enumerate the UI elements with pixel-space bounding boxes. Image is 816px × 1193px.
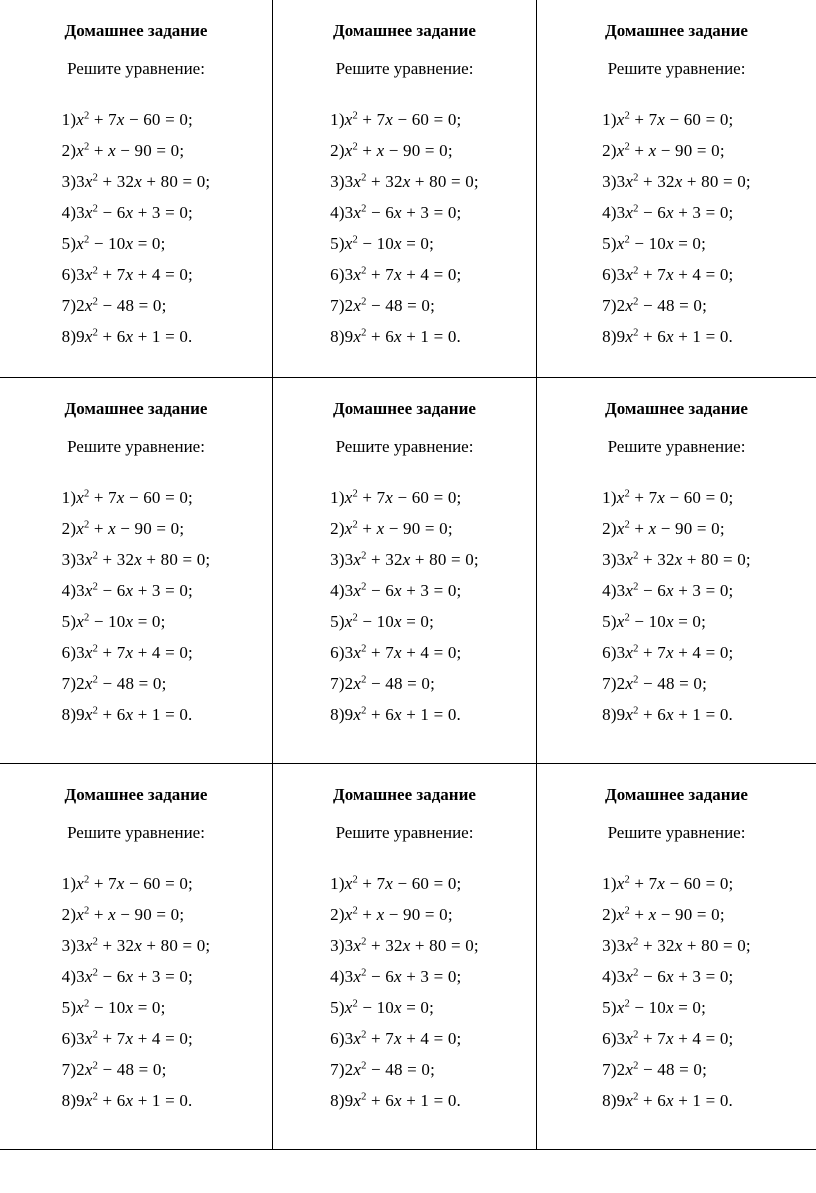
equation-line: $7)2x^2 - 48 = 0$; [61, 674, 167, 693]
equation-line: $6)3x^2 + 7x + 4 = 0$; [602, 643, 734, 662]
equation-line: $7)2x^2 - 48 = 0$; [602, 674, 708, 693]
equation-list [602, 482, 751, 730]
equation-line: $8)9x^2 + 6x + 1 = 0$. [330, 1091, 461, 1110]
equation-line: $5)x^2 - 10x = 0$; [330, 612, 435, 631]
equation-line: $2)x^2 + x - 90 = 0$; [602, 905, 725, 924]
card-title: Домашнее задание [333, 399, 476, 418]
homework-card [0, 0, 272, 378]
equation-line: $3)3x^2 + 32x + 80 = 0$; [330, 936, 479, 955]
equation-line: $4)3x^2 - 6x + 3 = 0$; [330, 967, 462, 986]
equation-line: $1)x^2 + 7x - 60 = 0$; [61, 874, 193, 893]
homework-card [272, 378, 536, 764]
equation-line: $7)2x^2 - 48 = 0$; [330, 1060, 436, 1079]
equation-line: $4)3x^2 - 6x + 3 = 0$; [61, 967, 193, 986]
equation-line: $8)9x^2 + 6x + 1 = 0$. [330, 327, 461, 346]
equation-line: $6)3x^2 + 7x + 4 = 0$; [61, 643, 193, 662]
equation-line: $8)9x^2 + 6x + 1 = 0$. [61, 1091, 193, 1110]
equation-line: $5)x^2 - 10x = 0$; [61, 234, 166, 253]
equation-line: $8)9x^2 + 6x + 1 = 0$. [602, 1091, 733, 1110]
equation-list [330, 482, 479, 730]
card-subtitle: Решите уравнение: [335, 823, 474, 842]
equation-line: $2)x^2 + x - 90 = 0$; [602, 519, 725, 538]
card-title: Домашнее задание [605, 21, 748, 40]
card-subtitle: Решите уравнение: [607, 823, 746, 842]
equation-line: $5)x^2 - 10x = 0$; [602, 998, 707, 1017]
equation-line: $4)3x^2 - 6x + 3 = 0$; [602, 581, 734, 600]
equation-line: $7)2x^2 - 48 = 0$; [602, 1060, 708, 1079]
equation-line: $5)x^2 - 10x = 0$; [602, 612, 707, 631]
equation-line: $3)3x^2 + 32x + 80 = 0$; [61, 550, 211, 569]
equation-line: $2)x^2 + x - 90 = 0$; [61, 905, 185, 924]
equation-line: $6)3x^2 + 7x + 4 = 0$; [330, 265, 462, 284]
equation-line: $3)3x^2 + 32x + 80 = 0$; [602, 936, 751, 955]
homework-card [0, 378, 272, 764]
card-title: Домашнее задание [333, 21, 476, 40]
equation-line: $5)x^2 - 10x = 0$; [330, 234, 435, 253]
equation-line: $4)3x^2 - 6x + 3 = 0$; [602, 203, 734, 222]
card-subtitle: Решите уравнение: [67, 437, 205, 456]
equation-line: $5)x^2 - 10x = 0$; [602, 234, 707, 253]
homework-card [536, 0, 816, 378]
equation-line: $1)x^2 + 7x - 60 = 0$; [602, 110, 734, 129]
equation-line: $6)3x^2 + 7x + 4 = 0$; [330, 643, 462, 662]
equation-line: $2)x^2 + x - 90 = 0$; [330, 519, 453, 538]
card-title: Домашнее задание [64, 399, 208, 418]
equation-list [330, 104, 479, 352]
equation-line: $1)x^2 + 7x - 60 = 0$; [602, 874, 734, 893]
card-title: Домашнее задание [64, 785, 208, 804]
card-title: Домашнее задание [64, 21, 208, 40]
equation-line: $8)9x^2 + 6x + 1 = 0$. [330, 705, 461, 724]
equation-line: $4)3x^2 - 6x + 3 = 0$; [61, 203, 193, 222]
equation-list [602, 104, 751, 352]
equation-list [62, 104, 211, 352]
equation-line: $3)3x^2 + 32x + 80 = 0$; [61, 936, 211, 955]
homework-card [272, 764, 536, 1150]
equation-line: $3)3x^2 + 32x + 80 = 0$; [602, 172, 751, 191]
homework-card [536, 378, 816, 764]
equation-line: $7)2x^2 - 48 = 0$; [61, 1060, 167, 1079]
equation-line: $2)x^2 + x - 90 = 0$; [61, 519, 185, 538]
equation-line: $4)3x^2 - 6x + 3 = 0$; [330, 581, 462, 600]
card-title: Домашнее задание [333, 785, 476, 804]
equation-line: $1)x^2 + 7x - 60 = 0$; [330, 874, 462, 893]
card-subtitle: Решите уравнение: [335, 59, 474, 78]
card-subtitle: Решите уравнение: [67, 823, 205, 842]
card-subtitle: Решите уравнение: [607, 59, 746, 78]
equation-line: $1)x^2 + 7x - 60 = 0$; [330, 488, 462, 507]
equation-line: $7)2x^2 - 48 = 0$; [330, 674, 436, 693]
equation-line: $6)3x^2 + 7x + 4 = 0$; [602, 265, 734, 284]
equation-line: $2)x^2 + x - 90 = 0$; [330, 905, 453, 924]
equation-line: $6)3x^2 + 7x + 4 = 0$; [602, 1029, 734, 1048]
equation-line: $2)x^2 + x - 90 = 0$; [61, 141, 185, 160]
equation-line: $3)3x^2 + 32x + 80 = 0$; [602, 550, 751, 569]
equation-line: $1)x^2 + 7x - 60 = 0$; [61, 488, 193, 507]
card-subtitle: Решите уравнение: [607, 437, 746, 456]
equation-list [330, 868, 479, 1116]
homework-card [536, 764, 816, 1150]
equation-line: $8)9x^2 + 6x + 1 = 0$. [61, 327, 193, 346]
card-title: Домашнее задание [605, 399, 748, 418]
equation-line: $4)3x^2 - 6x + 3 = 0$; [61, 581, 193, 600]
card-title: Домашнее задание [605, 785, 748, 804]
equation-line: $1)x^2 + 7x - 60 = 0$; [602, 488, 734, 507]
equation-line: $2)x^2 + x - 90 = 0$; [602, 141, 725, 160]
equation-list [62, 482, 211, 730]
equation-line: $1)x^2 + 7x - 60 = 0$; [330, 110, 462, 129]
homework-card [272, 0, 536, 378]
equation-line: $7)2x^2 - 48 = 0$; [61, 296, 167, 315]
equation-line: $5)x^2 - 10x = 0$; [330, 998, 435, 1017]
card-subtitle: Решите уравнение: [335, 437, 474, 456]
equation-line: $3)3x^2 + 32x + 80 = 0$; [330, 550, 479, 569]
equation-line: $6)3x^2 + 7x + 4 = 0$; [61, 265, 193, 284]
equation-line: $5)x^2 - 10x = 0$; [61, 612, 166, 631]
equation-line: $6)3x^2 + 7x + 4 = 0$; [330, 1029, 462, 1048]
equation-line: $3)3x^2 + 32x + 80 = 0$; [61, 172, 211, 191]
equation-list [62, 868, 211, 1116]
equation-line: $4)3x^2 - 6x + 3 = 0$; [330, 203, 462, 222]
equation-line: $5)x^2 - 10x = 0$; [61, 998, 166, 1017]
equation-line: $7)2x^2 - 48 = 0$; [602, 296, 708, 315]
equation-line: $8)9x^2 + 6x + 1 = 0$. [602, 327, 733, 346]
equation-list [602, 868, 751, 1116]
equation-line: $4)3x^2 - 6x + 3 = 0$; [602, 967, 734, 986]
equation-line: $7)2x^2 - 48 = 0$; [330, 296, 436, 315]
equation-line: $8)9x^2 + 6x + 1 = 0$. [61, 705, 193, 724]
equation-line: $6)3x^2 + 7x + 4 = 0$; [61, 1029, 193, 1048]
equation-line: $8)9x^2 + 6x + 1 = 0$. [602, 705, 733, 724]
equation-line: $1)x^2 + 7x - 60 = 0$; [61, 110, 193, 129]
homework-card [0, 764, 272, 1150]
equation-line: $3)3x^2 + 32x + 80 = 0$; [330, 172, 479, 191]
equation-line: $2)x^2 + x - 90 = 0$; [330, 141, 453, 160]
card-subtitle: Решите уравнение: [67, 59, 205, 78]
